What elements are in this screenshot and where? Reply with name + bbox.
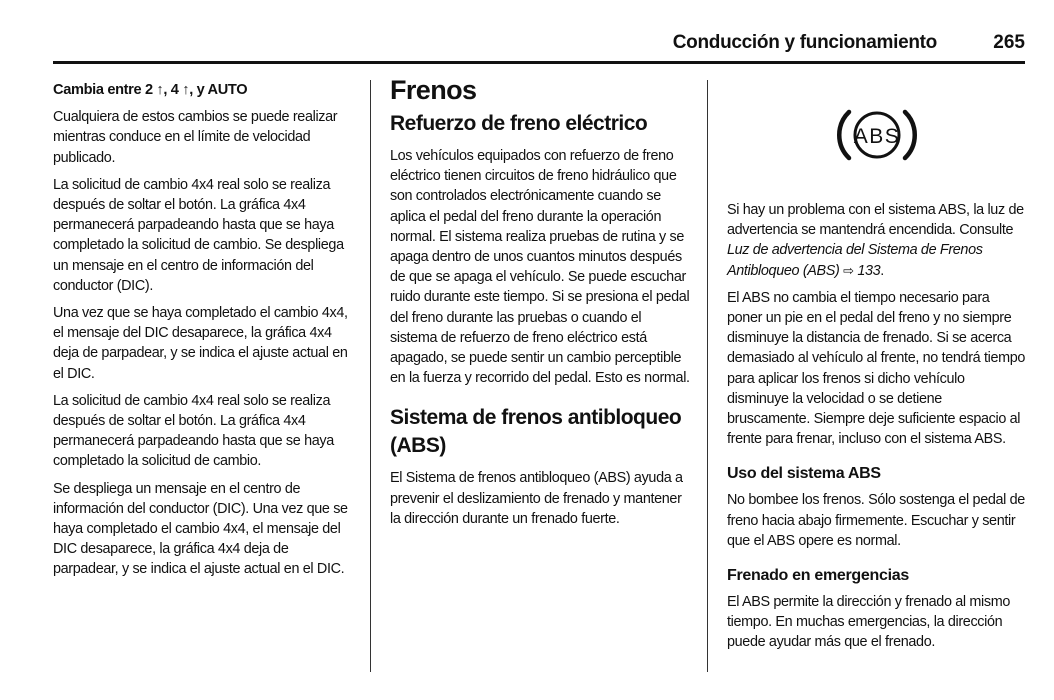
reference-page: 133 (857, 262, 881, 279)
heading-electric-brake-boost: Refuerzo de freno eléctrico (390, 112, 648, 135)
paragraph: La solicitud de cambio 4x4 real solo se realiza después de soltar el botón. La gráfica 4x4 permanecerá parpadeando hasta que se haya completado la solicitud de cambio. (53, 392, 334, 470)
heading-abs: Sistema de frenos antibloqueo (ABS) (390, 406, 682, 458)
page-header (53, 30, 1025, 62)
column-right (727, 200, 1027, 660)
paragraph: El ABS no cambia el tiempo necesario para poner un pie en el pedal del freno y no siempre disminuye la distancia de frenado. Si se acerca demasiado al vehículo al frente, no tendrá tiempo para aplicar los frenos si dicho vehículo disminuye la velocidad o se detiene bruscamente. Siempre deje suficiente espacio al frente para frenar, incluso con el sistema ABS. (727, 289, 1026, 448)
section-title: Conducción y funcionamiento (672, 32, 937, 53)
column-divider (370, 80, 371, 672)
column-divider (707, 80, 708, 672)
column-left (53, 80, 353, 587)
heading-using-abs: Uso del sistema ABS (727, 465, 881, 483)
section-heading-brakes: Frenos (390, 75, 477, 105)
paragraph: No bombee los frenos. Sólo sostenga el pedal de freno hacia abajo firmemente. Escuchar y sentir que el ABS opere es normal. (727, 492, 1025, 549)
column-middle (390, 74, 690, 536)
paragraph: La solicitud de cambio 4x4 real solo se realiza después de soltar el botón. La gráfica 4x4 permanecerá parpadeando hasta que se haya completado la solicitud de cambio. Se despliega un mensaje en el centro de información del conductor (DIC). (53, 176, 344, 294)
reference-arrow-icon: ⇨ (843, 262, 854, 278)
shift-subheading: Cambia entre 2 ↑, 4 ↑, y AUTO (53, 82, 248, 98)
header-rule (53, 61, 1025, 64)
paragraph: Una vez que se haya completado el cambio 4x4, el mensaje del DIC desaparece, la gráfica 4x4 deja de parpadear, y se indica el ajuste actual en el DIC. (53, 305, 348, 382)
abs-icon-label: ABS (853, 125, 901, 148)
paragraph: Si hay un problema con el sistema ABS, la luz de advertencia se mantendrá encendida. Consulte Luz de advertencia del Sistema de Frenos Antibloqueo (ABS) ⇨ 133. (727, 202, 1024, 279)
heading-emergency-braking: Frenado en emergencias (727, 567, 909, 585)
paragraph: Cualquiera de estos cambios se puede realizar mientras conduce en el límite de velocidad publicado. (53, 109, 338, 166)
paragraph: Los vehículos equipados con refuerzo de freno eléctrico tienen circuitos de freno hidráulico que son controlados electrónicamente cuando se aplica el pedal del freno durante la operación normal. El sistema realiza pruebas de rutina y se apaga dentro de unos cuantos minutos después de que se apaga el vehículo. Se puede escuchar ruido durante este tiempo. Si se presiona el pedal del freno durante las pruebas o cuando el sistema de refuerzo de freno eléctrico está apagado, se puede sentir un cambio perceptible en la fuerza y recorrido del pedal. Esto es normal. (390, 148, 690, 387)
paragraph: El Sistema de frenos antibloqueo (ABS) ayuda a prevenir el deslizamiento de frenado y mantener la dirección durante un frenado fuerte. (390, 470, 683, 527)
abs-warning-icon (834, 104, 920, 166)
page-number: 265 (993, 32, 1025, 53)
cross-reference: Luz de advertencia del Sistema de Frenos Antibloqueo (ABS) (727, 242, 983, 279)
paragraph: Se despliega un mensaje en el centro de información del conductor (DIC). Una vez que se haya completado el cambio 4x4, el mensaje del DIC desaparece, la gráfica 4x4 deja de parpadear, y se indica el ajuste actual en el DIC. (53, 480, 348, 578)
paragraph: El ABS permite la dirección y frenado al mismo tiempo. En muchas emergencias, la dirección puede ayudar más que el frenado. (727, 594, 1011, 651)
